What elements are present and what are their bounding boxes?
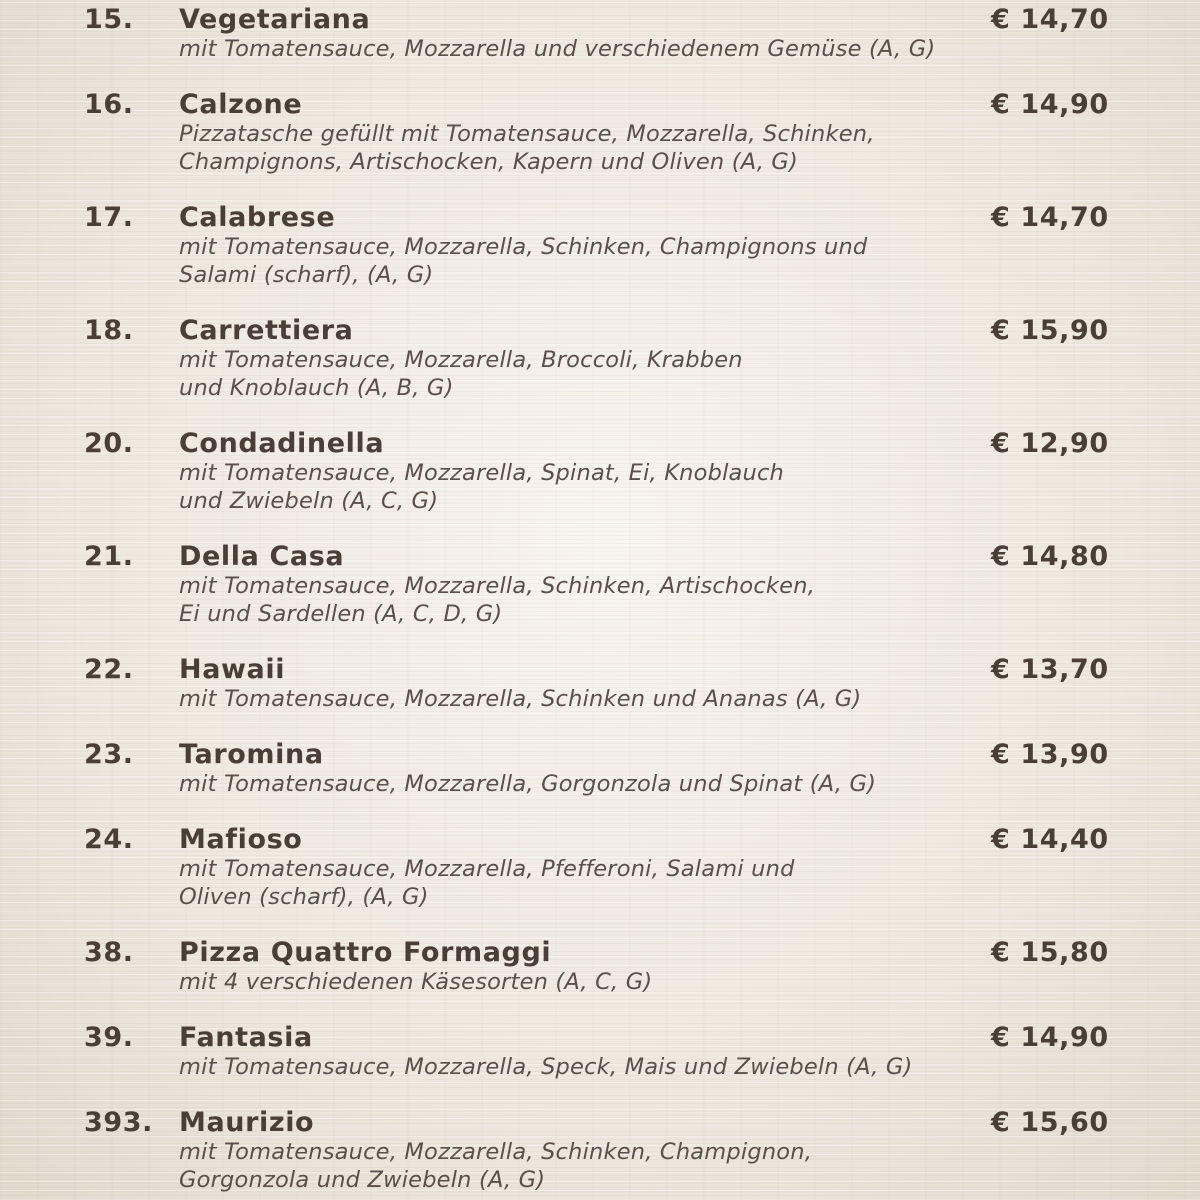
item-price: € 15,80 xyxy=(991,937,1109,968)
item-description-line: mit Tomatensauce, Mozzarella, Speck, Mais und Zwiebeln (A, G) xyxy=(179,1054,913,1080)
item-name: Maurizio xyxy=(179,1107,315,1138)
item-number: 23. xyxy=(84,739,134,770)
item-price: € 14,90 xyxy=(991,89,1109,120)
item-number: 18. xyxy=(84,315,134,346)
item-price: € 13,90 xyxy=(991,739,1109,770)
item-description-line: mit Tomatensauce, Mozzarella, Spinat, Ei, Knoblauch xyxy=(179,460,785,486)
item-description-line: mit Tomatensauce, Mozzarella, Schinken, Champignon, xyxy=(179,1139,813,1165)
item-name: Mafioso xyxy=(179,824,303,855)
item-number: 16. xyxy=(84,89,134,120)
item-description-line: Pizzatasche gefüllt mit Tomatensauce, Mozzarella, Schinken, xyxy=(179,121,875,147)
item-price: € 13,70 xyxy=(991,654,1109,685)
item-description xyxy=(179,346,979,402)
item-number: 21. xyxy=(84,541,134,572)
item-name: Calabrese xyxy=(179,202,336,233)
item-description xyxy=(179,35,979,63)
item-description-line: mit Tomatensauce, Mozzarella und verschiedenem Gemüse (A, G) xyxy=(179,36,936,62)
item-description xyxy=(179,572,979,628)
item-description-line: Salami (scharf), (A, G) xyxy=(179,262,434,288)
item-number: 24. xyxy=(84,824,134,855)
item-price: € 14,40 xyxy=(991,824,1109,855)
item-price: € 14,70 xyxy=(991,202,1109,233)
item-number: 22. xyxy=(84,654,134,685)
item-description xyxy=(179,459,979,515)
item-description-line: Ei und Sardellen (A, C, D, G) xyxy=(179,601,503,627)
item-price: € 15,90 xyxy=(991,315,1109,346)
item-name: Condadinella xyxy=(179,428,385,459)
item-description-line: Champignons, Artischocken, Kapern und Oliven (A, G) xyxy=(179,149,799,175)
item-description xyxy=(179,770,979,798)
item-price: € 12,90 xyxy=(991,428,1109,459)
item-name: Calzone xyxy=(179,89,303,120)
item-name: Della Casa xyxy=(179,541,345,572)
item-description-line: mit Tomatensauce, Mozzarella, Broccoli, Krabben xyxy=(179,347,743,373)
item-name: Taromina xyxy=(179,739,324,770)
item-description xyxy=(179,855,979,911)
item-name: Pizza Quattro Formaggi xyxy=(179,937,552,968)
item-number: 393. xyxy=(84,1107,154,1138)
item-number: 39. xyxy=(84,1022,134,1053)
item-description-line: mit Tomatensauce, Mozzarella, Schinken, Champignons und xyxy=(179,234,868,260)
item-description-line: Gorgonzola und Zwiebeln (A, G) xyxy=(179,1167,546,1193)
item-description-line: mit Tomatensauce, Mozzarella, Gorgonzola und Spinat (A, G) xyxy=(179,771,877,797)
item-number: 15. xyxy=(84,4,134,35)
item-price: € 14,80 xyxy=(991,541,1109,572)
item-description-line: mit Tomatensauce, Mozzarella, Schinken, Artischocken, xyxy=(179,573,816,599)
item-number: 38. xyxy=(84,937,134,968)
item-number: 20. xyxy=(84,428,134,459)
item-description xyxy=(179,120,979,176)
item-description-line: mit Tomatensauce, Mozzarella, Pfefferoni, Salami und xyxy=(179,856,795,882)
item-price: € 15,60 xyxy=(991,1107,1109,1138)
item-description-line: und Knoblauch (A, B, G) xyxy=(179,375,454,401)
item-name: Hawaii xyxy=(179,654,286,685)
item-description xyxy=(179,968,979,996)
item-price: € 14,70 xyxy=(991,4,1109,35)
item-description xyxy=(179,233,979,289)
item-price: € 14,90 xyxy=(991,1022,1109,1053)
item-description xyxy=(179,1053,979,1081)
item-name: Vegetariana xyxy=(179,4,371,35)
item-name: Fantasia xyxy=(179,1022,313,1053)
item-number: 17. xyxy=(84,202,134,233)
item-description-line: und Zwiebeln (A, C, G) xyxy=(179,488,439,514)
item-description xyxy=(179,685,979,713)
item-description-line: Oliven (scharf), (A, G) xyxy=(179,884,429,910)
item-description-line: mit 4 verschiedenen Käsesorten (A, C, G) xyxy=(179,969,653,995)
item-name: Carrettiera xyxy=(179,315,354,346)
item-description-line: mit Tomatensauce, Mozzarella, Schinken und Ananas (A, G) xyxy=(179,686,862,712)
item-description xyxy=(179,1138,979,1194)
